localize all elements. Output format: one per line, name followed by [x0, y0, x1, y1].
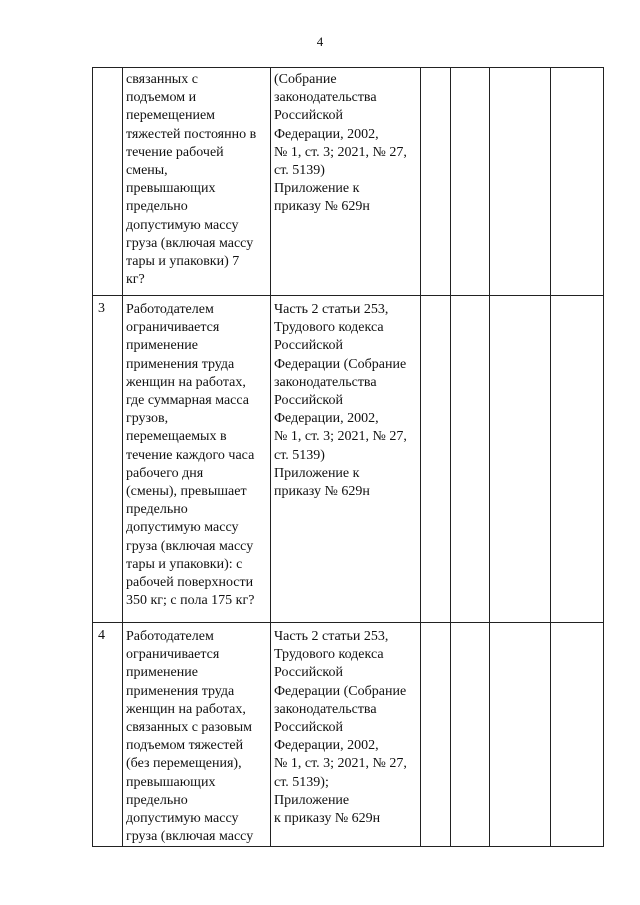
answer-cell-not-applicable[interactable]: [490, 623, 551, 847]
question-cell: [123, 68, 271, 296]
question-text: связанных с подъемом и перемещением тяжестей постоянно в течение рабочей смены, превышающих предельно допустимую массу груза (включая массу тары и упаковки) 7 кг?: [126, 72, 257, 288]
reference-cell: [271, 623, 421, 847]
reference-text: Часть 2 статьи 253, Трудового кодекса Российской Федерации (Собрание законодательства Российской Федерации, 2002, № 1, ст. 3; 2021, № 27, ст. 5139) Приложение к приказу № 629н: [274, 302, 407, 500]
answer-cell-not-applicable[interactable]: [490, 296, 551, 623]
reference-cell: [271, 68, 421, 296]
row-number-cell: [93, 623, 123, 847]
notes-cell[interactable]: [551, 623, 604, 847]
reference-text: (Собрание законодательства Российской Федерации, 2002, № 1, ст. 3; 2021, № 27, ст. 5139) Приложение к приказу № 629н: [274, 72, 407, 215]
answer-cell-no[interactable]: [451, 623, 490, 847]
answer-cell-yes[interactable]: [421, 296, 451, 623]
row-number: 4: [98, 628, 105, 643]
table-row: [93, 68, 604, 296]
question-cell: [123, 623, 271, 847]
table-row: [93, 623, 604, 847]
answer-cell-yes[interactable]: [421, 68, 451, 296]
notes-cell[interactable]: [551, 296, 604, 623]
row-number: 3: [98, 301, 105, 316]
row-number-cell: [93, 68, 123, 296]
answer-cell-not-applicable[interactable]: [490, 68, 551, 296]
question-text: Работодателем ограничивается применение применения труда женщин на работах, связанных с разовым подъемом тяжестей (без перемещения), превышающих предельно допустимую массу груза (включая массу: [126, 629, 254, 845]
page-number: 4: [316, 34, 324, 49]
row-number: [93, 68, 122, 72]
checklist-table: [92, 67, 604, 847]
row-number-cell: [93, 296, 123, 623]
answer-cell-no[interactable]: [451, 68, 490, 296]
answer-cell-yes[interactable]: [421, 623, 451, 847]
question-cell: [123, 296, 271, 623]
notes-cell[interactable]: [551, 68, 604, 296]
answer-cell-no[interactable]: [451, 296, 490, 623]
reference-cell: [271, 296, 421, 623]
question-text: Работодателем ограничивается применение применения труда женщин на работах, где суммарная масса грузов, перемещаемых в течение каждого часа рабочего дня (смены), превышает предельно допустимую массу груза (включая массу тары и упаковки): с рабочей поверхности 350 кг; с пола 175 кг?: [126, 302, 255, 609]
table-row: [93, 296, 604, 623]
reference-text: Часть 2 статьи 253, Трудового кодекса Российской Федерации (Собрание законодательства Российской Федерации, 2002, № 1, ст. 3; 2021, № 27, ст. 5139); Приложение к приказу № 629н: [274, 629, 407, 827]
